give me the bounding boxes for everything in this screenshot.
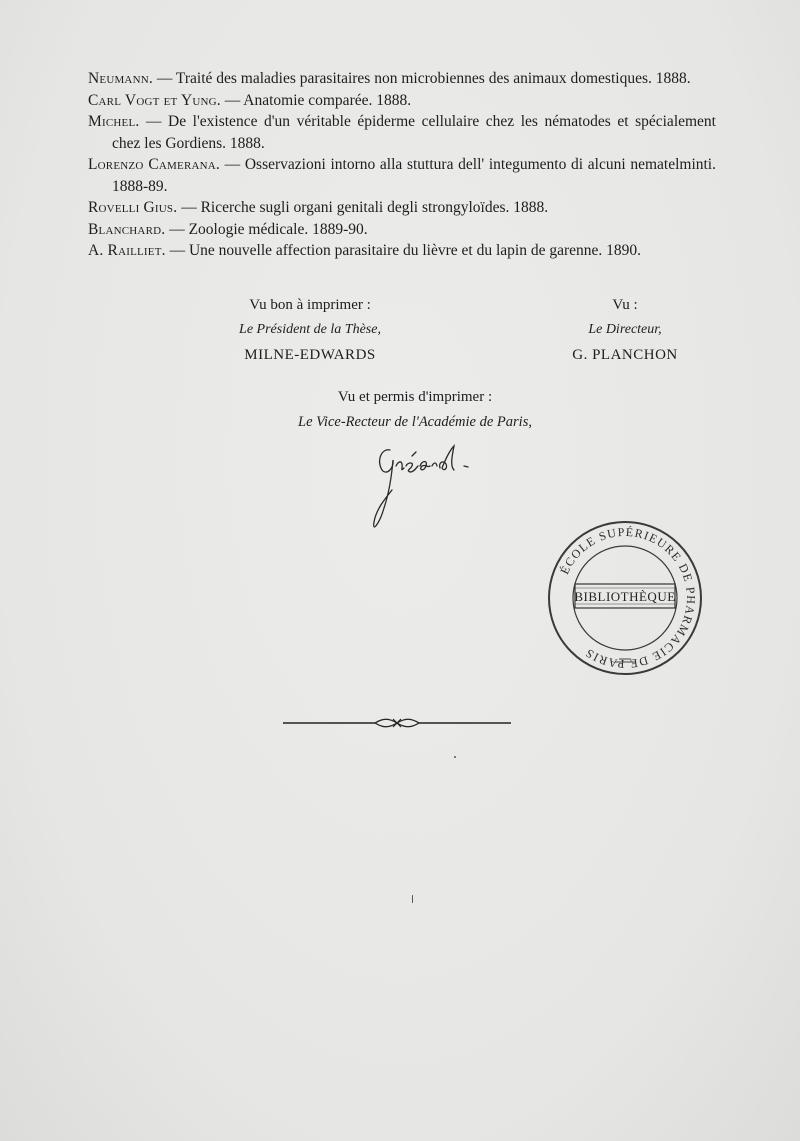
reference-entry xyxy=(88,68,716,90)
bibliography-list xyxy=(88,68,716,262)
reference-entry xyxy=(88,197,716,219)
approval-name: G. PLANCHON xyxy=(572,347,678,363)
director-approval xyxy=(540,292,710,368)
reference-text: — Anatomie comparée. 1888. xyxy=(220,91,412,109)
approval-role: Le Président de la Thèse, xyxy=(239,322,381,337)
permit-role: Le Vice-Recteur de l'Académie de Paris, xyxy=(298,414,532,430)
reference-author: Carl Vogt et Yung. xyxy=(88,91,221,109)
closing-ornament xyxy=(283,712,511,734)
reference-entry xyxy=(88,111,716,154)
reference-author: Lorenzo Camerana. xyxy=(88,156,220,173)
approval-heading: Vu bon à imprimer : xyxy=(249,297,371,313)
reference-text: — Traité des maladies parasitaires non microbiennes des animaux domestiques. 1888. xyxy=(152,70,691,87)
approval-heading: Vu : xyxy=(612,297,638,313)
approval-name: MILNE-EDWARDS xyxy=(244,347,376,363)
reference-entry xyxy=(88,240,716,262)
reference-author: Neumann. xyxy=(88,70,153,87)
thesis-president-approval xyxy=(220,292,400,368)
reference-entry xyxy=(88,154,716,197)
paper-speck xyxy=(454,756,456,758)
reference-author: Rovelli Gius. xyxy=(88,199,178,216)
reference-text: — Zoologie médicale. 1889-90. xyxy=(165,220,368,238)
reference-author: Blanchard. xyxy=(88,220,166,238)
print-permit xyxy=(250,384,580,434)
reference-entry xyxy=(88,219,716,241)
permit-heading: Vu et permis d'imprimer : xyxy=(337,389,493,405)
reference-text: — Ricerche sugli organi genitali degli strongyloïdes. 1888. xyxy=(177,199,549,216)
reference-text: — De l'existence d'un véritable épiderme cellulaire chez les nématodes et spécialement chez les Gordiens. 1888. xyxy=(112,113,716,152)
library-stamp xyxy=(545,518,705,678)
reference-author: Michel. xyxy=(88,113,140,130)
stamp-center-text: BIBLIOTHÈQUE xyxy=(574,589,676,604)
handwritten-signature xyxy=(360,438,490,538)
reference-author: A. Railliet. xyxy=(88,242,166,259)
paper-speck xyxy=(412,895,413,903)
reference-text: — Osservazioni intorno alla stuttura dell' integumento di alcuni nematelminti. 1888-89. xyxy=(112,156,716,195)
approval-role: Le Directeur, xyxy=(588,322,662,337)
reference-entry xyxy=(88,90,716,112)
stamp-outer-text: ÉCOLE SUPÉRIEURE DE PHARMACIE DE PARIS xyxy=(557,524,699,672)
reference-text: — Une nouvelle affection parasitaire du lièvre et du lapin de garenne. 1890. xyxy=(165,242,642,259)
